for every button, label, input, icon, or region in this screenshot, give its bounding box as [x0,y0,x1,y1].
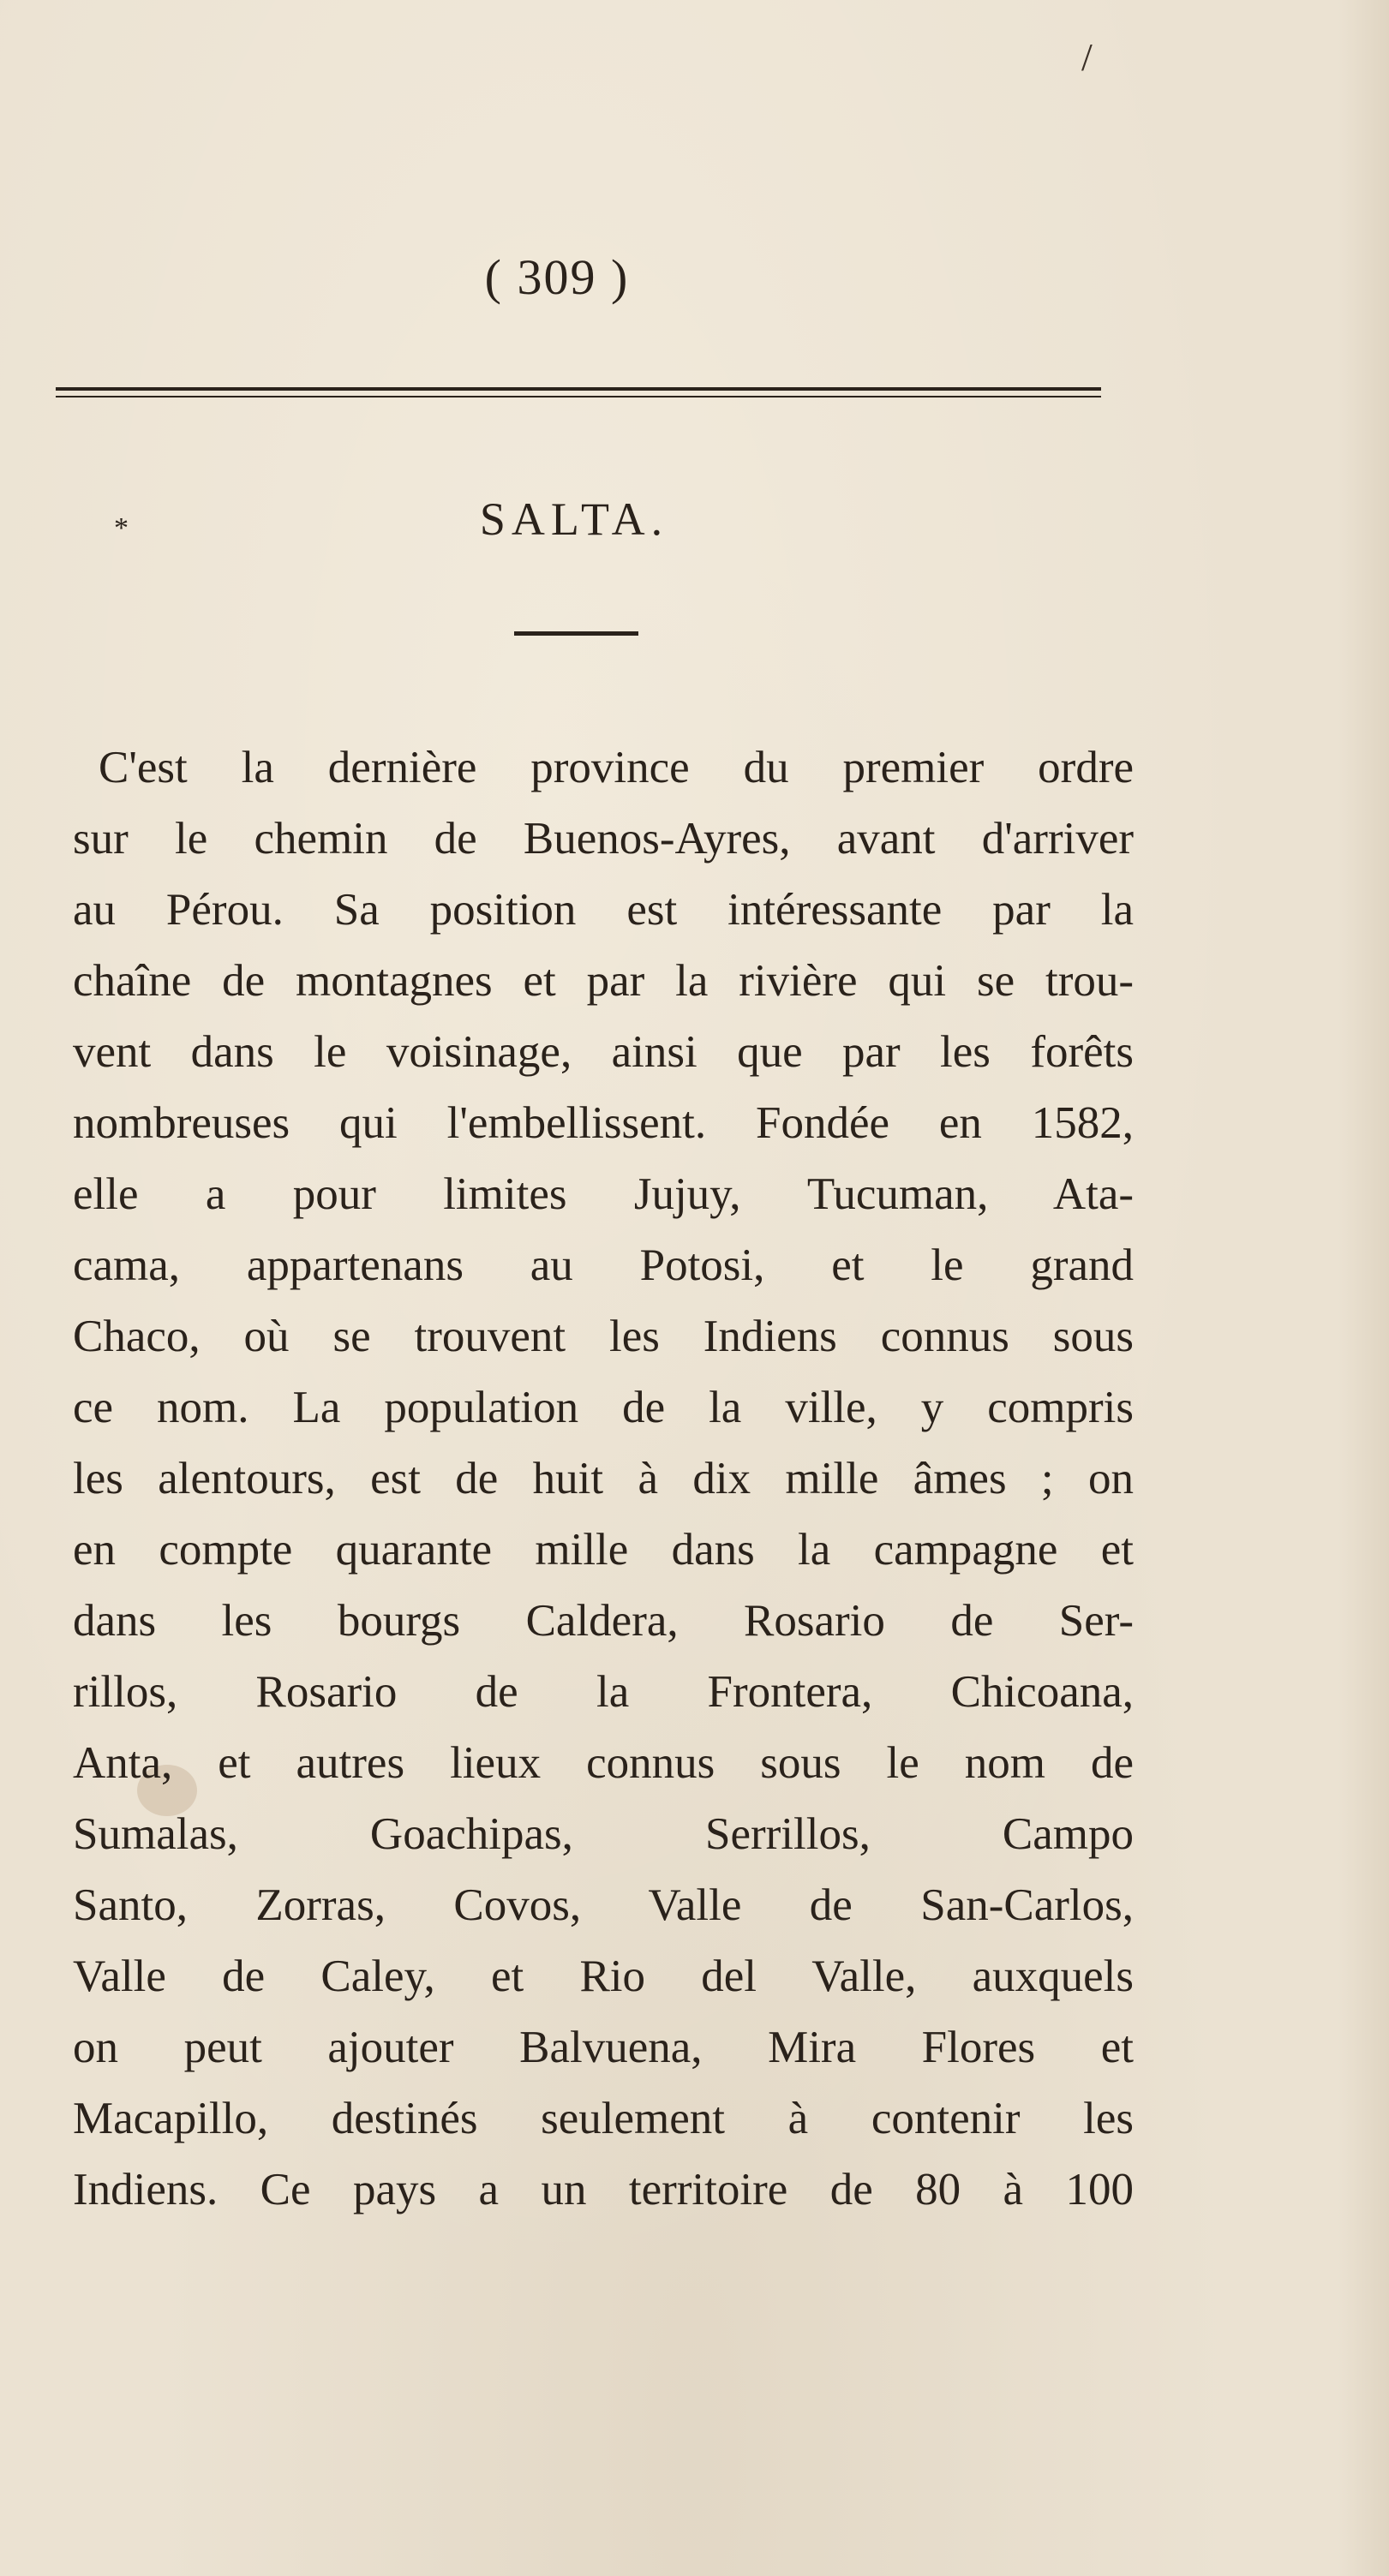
text-line: cama, appartenans au Potosi, et le grand [73,1240,1134,1290]
text-line: on peut ajouter Balvuena, Mira Flores et [73,2023,1134,2072]
page-number: ( 309 ) [484,249,630,305]
text-line: les alentours, est de huit à dix mille âmes ; on [73,1454,1134,1503]
text-line: Sumalas, Goachipas, Serrillos, Campo [73,1809,1134,1859]
section-title: SALTA. [479,493,669,545]
text-line: rillos, Rosario de la Frontera, Chicoana, [73,1667,1134,1717]
header-double-rule [56,387,1101,397]
margin-asterisk: * [114,512,129,544]
text-line: nombreuses qui l'embellissent. Fondée en 1582, [73,1098,1134,1148]
text-line: Chaco, où se trouvent les Indiens connus sous [73,1312,1134,1361]
text-line: en compte quarante mille dans la campagne et [73,1525,1134,1575]
text-line: Valle de Caley, et Rio del Valle, auxquels [73,1951,1134,2001]
text-line: elle a pour limites Jujuy, Tucuman, Ata- [73,1169,1134,1219]
text-line: C'est la dernière province du premier ordre [99,743,1134,792]
text-line: ce nom. La population de la ville, y compris [73,1383,1134,1432]
text-line: Santo, Zorras, Covos, Valle de San-Carlos, [73,1880,1134,1930]
page-edge-shadow [1338,0,1389,2576]
text-line: vent dans le voisinage, ainsi que par les forêts [73,1027,1134,1077]
text-line: au Pérou. Sa position est intéressante par la [73,885,1134,935]
text-line: Indiens. Ce pays a un territoire de 80 à 100 [73,2165,1134,2214]
text-line: Anta, et autres lieux connus sous le nom de [73,1738,1134,1788]
text-line: Macapillo, destinés seulement à contenir les [73,2094,1134,2143]
title-rule [514,631,638,636]
corner-mark: / [1081,35,1093,79]
text-line: chaîne de montagnes et par la rivière qui se trou- [73,956,1134,1006]
body-text [73,732,1134,2226]
text-line: sur le chemin de Buenos-Ayres, avant d'arriver [73,814,1134,864]
text-line: dans les bourgs Caldera, Rosario de Ser- [73,1596,1134,1646]
